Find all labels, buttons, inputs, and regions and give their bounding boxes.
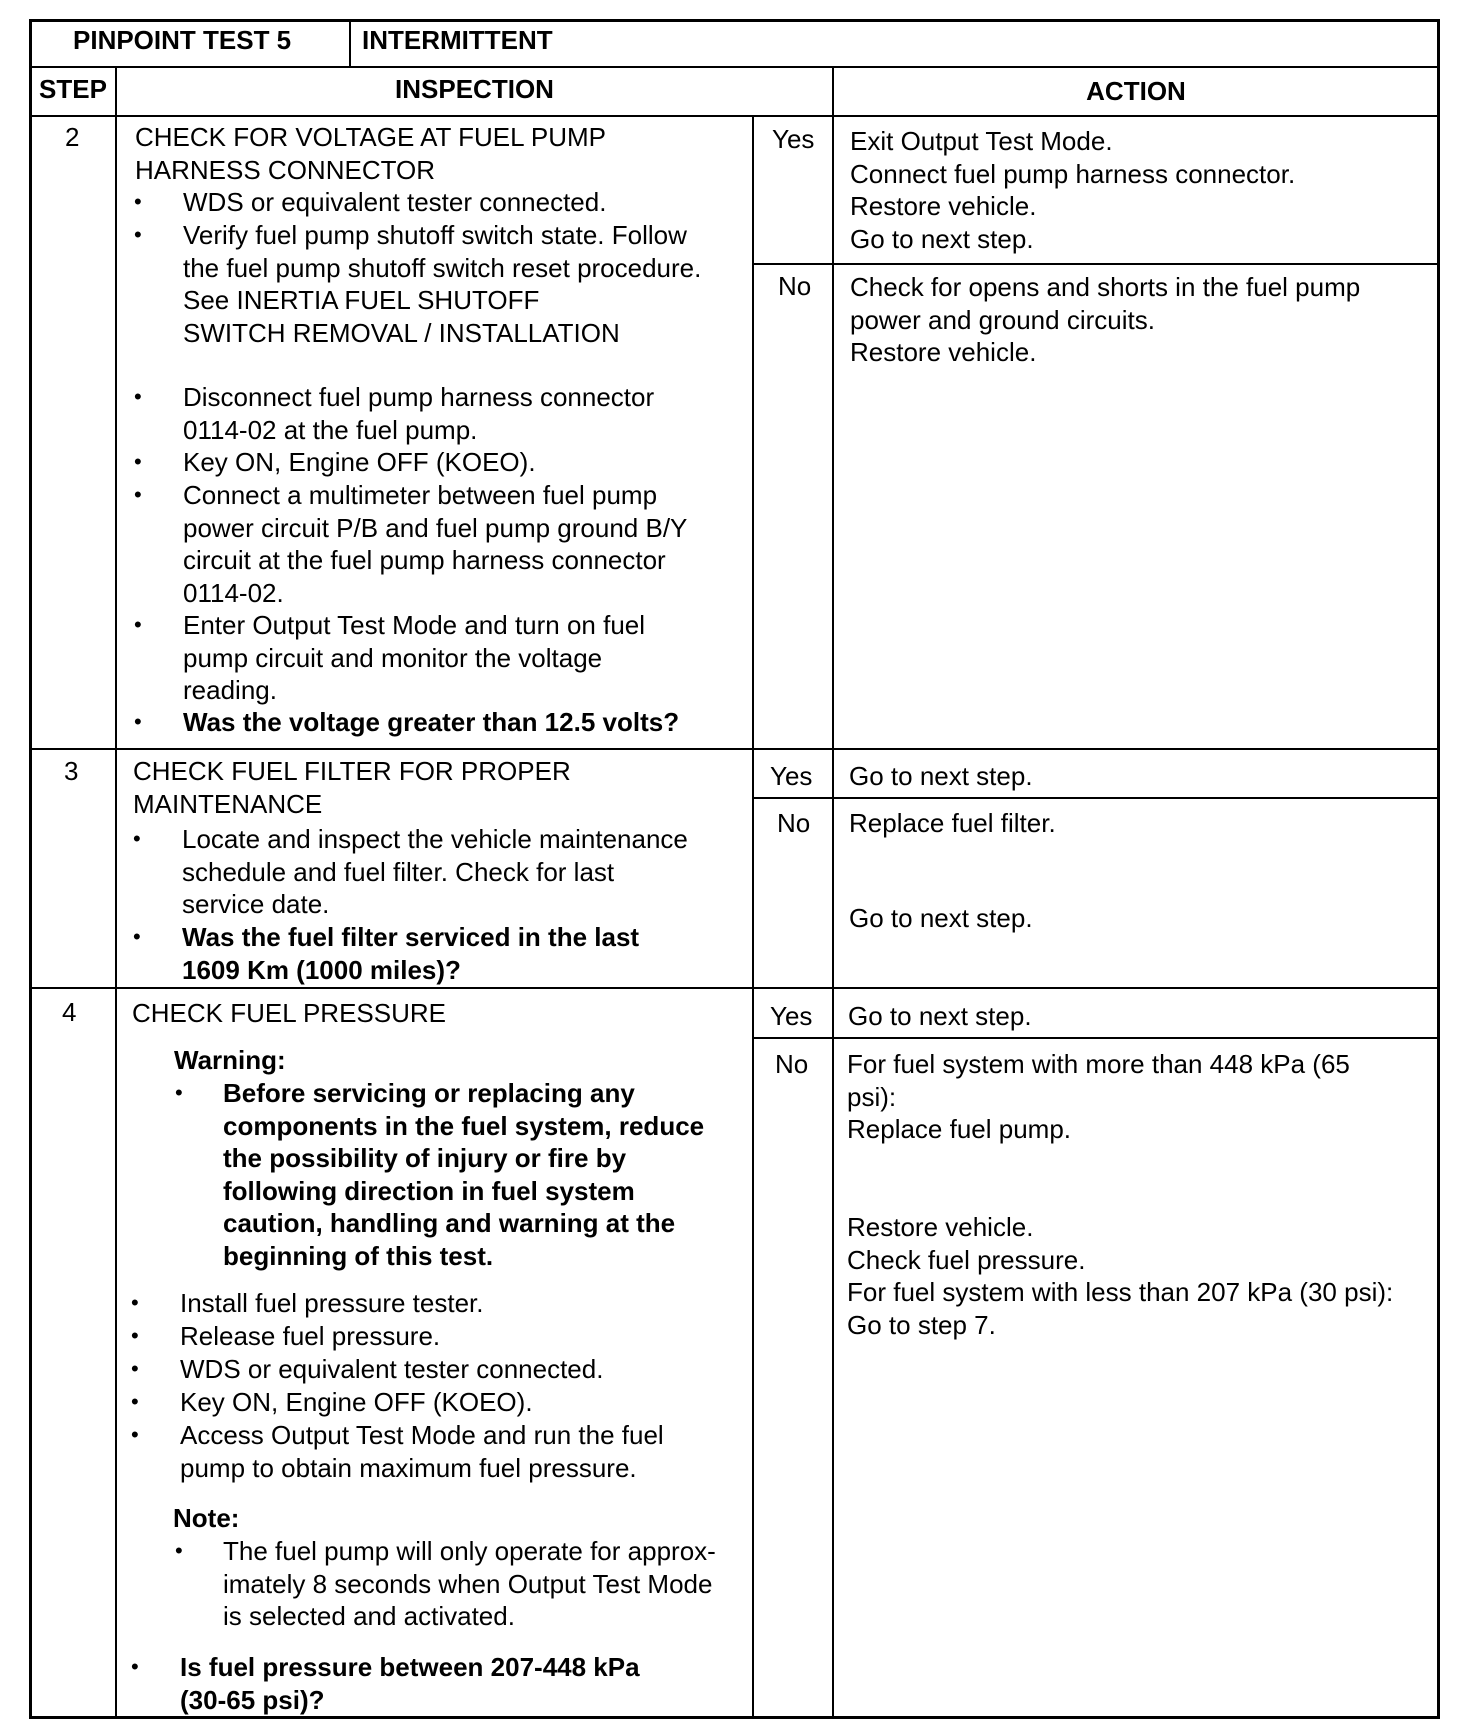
bullet: • xyxy=(131,1422,139,1447)
bullet: • xyxy=(131,1389,139,1414)
yes-label: Yes xyxy=(770,761,813,791)
rule-step2-end xyxy=(29,748,1440,750)
rule-step2-yes-no xyxy=(752,263,1440,265)
step-title: CHECK FUEL PRESSURE xyxy=(132,998,446,1028)
bullet: • xyxy=(134,384,142,409)
step-title-line: CHECK FOR VOLTAGE AT FUEL PUMP xyxy=(135,122,606,152)
note-text: The fuel pump will only operate for approx- imately 8 seconds when Output Test Mode is selected and activated. xyxy=(223,1536,716,1631)
no-action: Replace fuel filter. xyxy=(849,808,1056,838)
bullet: • xyxy=(133,826,141,851)
bullet: • xyxy=(134,612,142,637)
no-label: No xyxy=(775,1049,809,1079)
bullet: • xyxy=(175,1080,183,1105)
no-action: Go to next step. xyxy=(849,903,1033,933)
bullet: • xyxy=(131,1356,139,1381)
inspection-item: Install fuel pressure tester. xyxy=(180,1288,484,1318)
inspection-item: Connect a multimeter between fuel pump power circuit P/B and fuel pump ground B/Y circuit at the fuel pump harness connector 0114-02. xyxy=(183,480,688,608)
no-action: Restore vehicle. Check fuel pressure. For fuel system with less than 207 kPa (30 psi): Go to step 7. xyxy=(847,1212,1394,1340)
bullet: • xyxy=(133,924,141,949)
inspection-item: Access Output Test Mode and run the fuel pump to obtain maximum fuel pressure. xyxy=(180,1420,664,1483)
no-label: No xyxy=(778,271,812,301)
inspection-item: WDS or equivalent tester connected. xyxy=(183,187,607,217)
step-number: 2 xyxy=(65,122,80,152)
rule-title-divider xyxy=(349,19,351,68)
note-label: Note: xyxy=(173,1503,240,1533)
bullet: • xyxy=(134,482,142,507)
warning-text: Before servicing or replacing any components in the fuel system, reduce the possibility of injury or fire by following direction in fuel system caution, handling and warning at the beginning of this test. xyxy=(223,1078,705,1271)
inspection-question: Is fuel pressure between 207-448 kPa (30-65 psi)? xyxy=(180,1652,640,1715)
no-action: For fuel system with more than 448 kPa (65 psi): Replace fuel pump. xyxy=(847,1049,1350,1144)
inspection-item: Release fuel pressure. xyxy=(180,1321,441,1351)
test-name: PINPOINT TEST 5 xyxy=(73,25,292,55)
bullet: • xyxy=(131,1654,139,1679)
step-number: 4 xyxy=(62,997,77,1027)
bullet: • xyxy=(131,1290,139,1315)
column-header-action: ACTION xyxy=(1086,76,1186,106)
yes-label: Yes xyxy=(772,124,815,154)
bullet: • xyxy=(134,189,142,214)
yes-action: Exit Output Test Mode. Connect fuel pump harness connector. Restore vehicle. Go to next step. xyxy=(850,126,1296,254)
rule-yes-no-column xyxy=(752,115,754,1719)
bullet: • xyxy=(175,1538,183,1563)
inspection-item: Verify fuel pump shutoff switch state. Follow the fuel pump shutoff switch reset procedure. See INERTIA FUEL SHUTOFF SWITCH REMOVAL / INSTALLATION xyxy=(183,220,702,348)
bullet: • xyxy=(131,1323,139,1348)
bullet: • xyxy=(134,449,142,474)
rule-step3-end xyxy=(29,987,1440,989)
step-title: CHECK FUEL FILTER FOR PROPER MAINTENANCE xyxy=(133,756,571,819)
inspection-question: Was the voltage greater than 12.5 volts? xyxy=(183,707,680,737)
yes-label: Yes xyxy=(770,1001,813,1031)
no-action: Check for opens and shorts in the fuel pump power and ground circuits. Restore vehicle. xyxy=(850,272,1361,367)
inspection-item: Locate and inspect the vehicle maintenance schedule and fuel filter. Check for last service date. xyxy=(182,824,688,919)
rule-under-title xyxy=(29,66,1440,68)
inspection-item: Disconnect fuel pump harness connector 0114-02 at the fuel pump. xyxy=(183,382,655,445)
test-title: INTERMITTENT xyxy=(362,25,553,55)
inspection-item: Key ON, Engine OFF (KOEO). xyxy=(183,447,536,477)
rule-action-column xyxy=(832,66,834,1719)
warning-label: Warning: xyxy=(174,1045,286,1075)
no-label: No xyxy=(777,808,811,838)
yes-action: Go to next step. xyxy=(849,761,1033,791)
step-title-line: HARNESS CONNECTOR xyxy=(135,154,436,185)
rule-under-column-header xyxy=(29,115,1440,117)
bullet: • xyxy=(134,709,142,734)
rule-step-column xyxy=(115,66,117,1719)
inspection-item: Key ON, Engine OFF (KOEO). xyxy=(180,1387,533,1417)
step-title xyxy=(135,121,606,186)
rule-step4-yes-no xyxy=(752,1037,1440,1039)
inspection-item: WDS or equivalent tester connected. xyxy=(180,1354,604,1384)
yes-action: Go to next step. xyxy=(848,1001,1032,1031)
rule-step3-yes-no xyxy=(752,797,1440,799)
bullet: • xyxy=(134,222,142,247)
column-header-inspection: INSPECTION xyxy=(395,74,554,104)
step-number: 3 xyxy=(64,756,79,786)
column-header-step: STEP xyxy=(39,74,107,104)
inspection-item: Enter Output Test Mode and turn on fuel pump circuit and monitor the voltage reading. xyxy=(183,610,646,705)
inspection-question: Was the fuel filter serviced in the last 1609 Km (1000 miles)? xyxy=(182,922,640,985)
